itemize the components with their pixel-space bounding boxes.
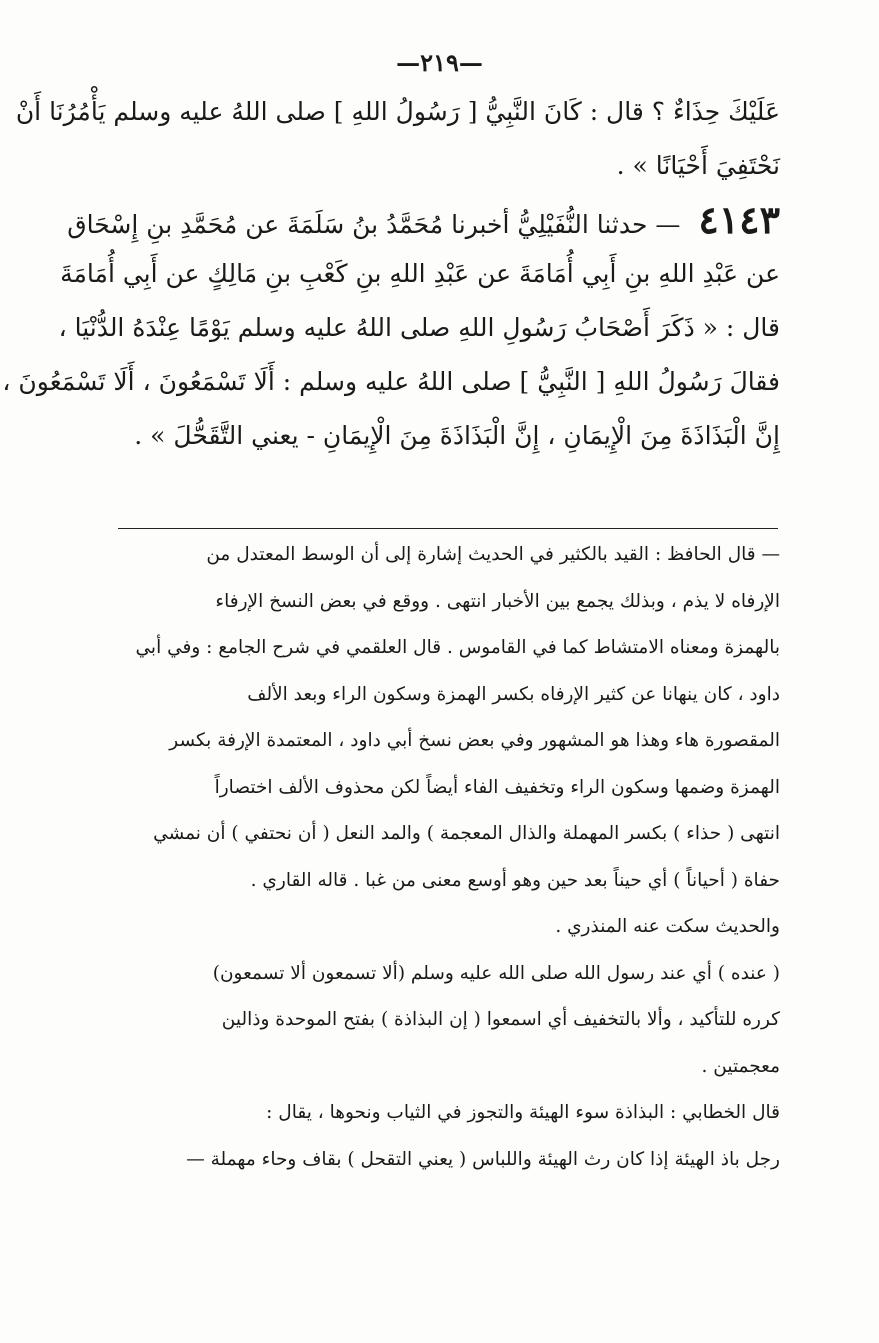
commentary-line: حفاة ( أحياناً ) أي حيناً بعد حين وهو أوسع معنى من غبا . قاله القاري .	[250, 869, 780, 891]
hadith-header-line	[67, 197, 780, 254]
commentary-line: داود ، كان ينهانا عن كثير الإرفاه بكسر الهمزة وسكون الراء وبعد الألف	[247, 683, 780, 705]
hadith-number: ٤١٤٣	[698, 197, 780, 242]
page-number: —٢١٩—	[396, 48, 483, 77]
commentary-line: بالهمزة ومعناه الامتشاط كما في القاموس . قال العلقمي في شرح الجامع : وفي أبي	[135, 637, 780, 658]
hadith-main-text	[2, 92, 780, 470]
commentary-line: والحديث سكت عنه المنذري .	[555, 916, 780, 937]
commentary-line: انتهى ( حذاء ) بكسر المهملة والذال المعجمة ) والمد النعل ( أن نحتفي ) أن نمشي	[153, 823, 780, 844]
footnote-divider	[118, 528, 778, 529]
main-text-line: عَلَيْكَ حِذَاءٌ ؟ قال : كَانَ النَّبِيُّ [ رَسُولُ اللهِ ] صلى اللهُ عليه وسلم يَأْمُرُنَا أَنْ	[15, 97, 780, 126]
commentary-line: الهمزة وضمها وسكون الراء وتخفيف الفاء أيضاً لكن محذوف الألف اختصاراً	[214, 776, 780, 798]
commentary-line: كرره للتأكيد ، وألا بالتخفيف أي اسمعوا ( إن البذاذة ) بفتح الموحدة وذالين	[221, 1009, 780, 1030]
main-text-line: نَحْتَفِيَ أَحْيَانًا » .	[616, 151, 780, 180]
commentary-line: رجل باذ الهيئة إذا كان رث الهيئة واللباس ( يعني التقحل ) بقاف وحاء مهملة —	[186, 1148, 780, 1170]
commentary-line: معجمتين .	[701, 1055, 780, 1077]
commentary-line: ( عنده ) أي عند رسول الله صلى الله عليه وسلم (ألا تسمعون ألا تسمعون)	[212, 962, 780, 984]
main-text-line: عن عَبْدِ اللهِ بنِ أَبِي أُمَامَةَ عن عَبْدِ اللهِ بنِ كَعْبِ بنِ مَالِكٍ عن أَبِي أُمَامَةَ	[60, 259, 780, 288]
commentary-line: قال الخطابي : البذاذة سوء الهيئة والتجوز في الثياب ونحوها ، يقال :	[266, 1102, 780, 1123]
main-text-line: إِنَّ الْبَذَاذَةَ مِنَ الْإِيمَانِ ، إِنَّ الْبَذَاذَةَ مِنَ الْإِيمَانِ - يعني التَّقَحُّلَ » .	[134, 421, 780, 450]
commentary-line: — قال الحافظ : القيد بالكثير في الحديث إشارة إلى أن الوسط المعتدل من	[206, 544, 780, 565]
commentary-text	[100, 540, 780, 1191]
commentary-line: الإرفاه لا يذم ، وبذلك يجمع بين الأخبار انتهى . ووقع في بعض النسخ الإرفاء	[215, 590, 780, 612]
main-text-line: فقالَ رَسُولُ اللهِ [ النَّبِيُّ ] صلى اللهُ عليه وسلم : أَلَا تَسْمَعُونَ ، أَلَا تَسْمَعُونَ ،	[2, 367, 780, 396]
main-text-line: قال : « ذَكَرَ أَصْحَابُ رَسُولِ اللهِ صلى اللهُ عليه وسلم يَوْمًا عِنْدَهُ الدُّنْيَا ،	[58, 313, 780, 342]
commentary-line: المقصورة هاء وهذا هو المشهور وفي بعض نسخ أبي داود ، المعتمدة الإرفة بكسر	[169, 730, 780, 751]
main-text-line: — حدثنا النُّفَيْلِيُّ أخبرنا مُحَمَّدُ بنُ سَلَمَةَ عن مُحَمَّدِ بنِ إِسْحَاق	[67, 210, 681, 239]
